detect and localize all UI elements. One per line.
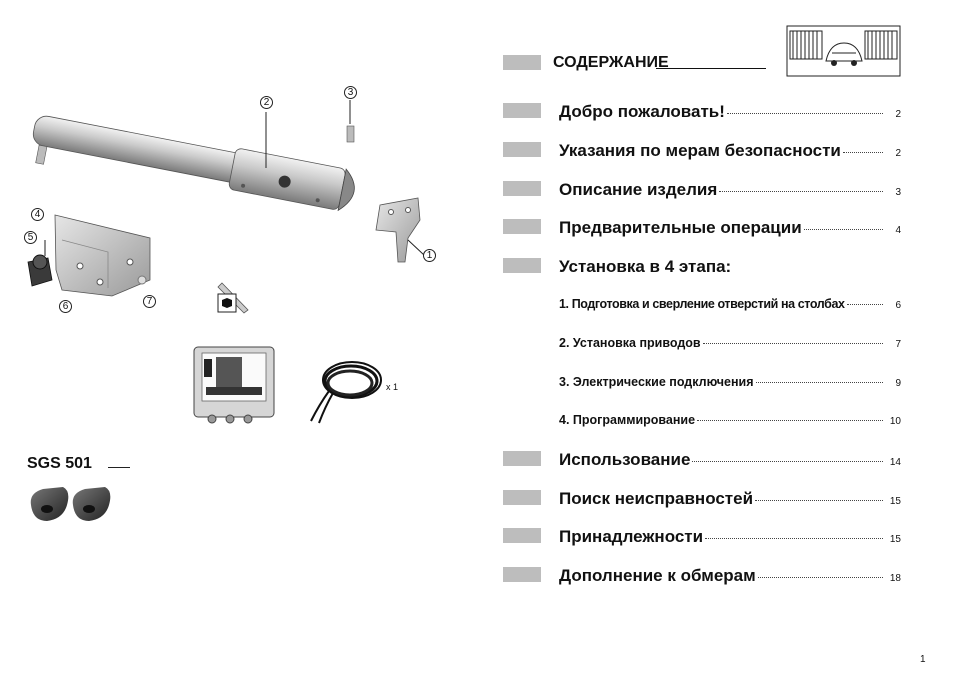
toc-entry-step-3[interactable] [559,375,901,389]
toc-leader [804,229,883,230]
toc-entry-accessories[interactable] [559,527,901,547]
toc-leader [843,152,883,153]
page-number: 1 [920,654,926,665]
toc-entry-description[interactable] [559,180,901,200]
toc-bar-13 [503,567,541,582]
callout-3: 3 [344,86,357,99]
product-name-underline [108,467,130,468]
toc-leader [697,420,883,421]
toc-entry-troubleshooting[interactable] [559,489,901,509]
toc-page: 4 [895,225,901,236]
toc-page: 15 [889,496,901,507]
parts-illustration [0,0,470,540]
toc-leader [705,538,883,539]
toc-page: 18 [889,573,901,584]
gate-car-illustration [786,25,901,77]
toc-entry-safety[interactable] [559,141,901,161]
callout-2: 2 [260,96,273,109]
toc-leader [756,382,883,383]
toc-entry-title: Поиск неисправностей [559,489,754,508]
toc-entry-usage[interactable] [559,450,901,470]
toc-page: 15 [889,534,901,545]
toc-page: 7 [895,339,901,350]
toc-entry-title: Использование [559,450,691,469]
toc-bar-5 [503,258,541,273]
contents-title: СОДЕРЖАНИЕ [553,54,669,71]
toc-leader [758,577,883,578]
toc-entry-title: Предварительные операции [559,218,802,237]
toc-entry-preliminary[interactable] [559,218,901,238]
toc-entry-title: Добро пожаловать! [559,102,725,121]
toc-leader [692,461,883,462]
toc-bar-4 [503,219,541,234]
toc-entry-installation[interactable] [559,257,901,277]
cable-qty: x 1 [386,382,399,392]
remote-control-image [25,485,115,525]
toc-entry-title: Указания по мерам безопасности [559,141,841,160]
toc-entry-title: 1. Подготовка и сверление отверстий на столбах [559,297,845,311]
callout-1: 1 [423,249,436,262]
toc-entry-title: Описание изделия [559,180,718,199]
toc-bar-2 [503,142,541,157]
toc-bar-12 [503,528,541,543]
actuator-arm-image [0,0,470,330]
toc-entry-title: 3. Электрические подключения [559,375,754,389]
toc-entry-title: 4. Программирование [559,413,696,427]
toc-page: 9 [895,378,901,389]
contents-title-underline [656,68,766,69]
toc-entry-step-1[interactable] [559,297,901,311]
toc-leader [703,343,883,344]
contents-title-bar [503,55,541,70]
callout-4: 4 [31,208,44,221]
callout-5: 5 [24,231,37,244]
toc-page: 10 [889,416,901,427]
toc-leader [847,304,883,305]
toc-entry-step-2[interactable] [559,336,901,350]
callout-7: 7 [143,295,156,308]
toc-page: 6 [895,300,901,311]
toc-entry-title: Дополнение к обмерам [559,566,756,585]
toc-leader [727,113,883,114]
toc-entry-title: Установка в 4 этапа: [559,257,732,276]
toc-page: 2 [895,148,901,159]
toc-page: 14 [889,457,901,468]
toc-bar-11 [503,490,541,505]
toc-entry-appendix[interactable] [559,566,901,586]
control-box-image [190,343,280,425]
toc-page: 2 [895,109,901,120]
toc-entry-title: 2. Установка приводов [559,336,701,350]
toc-entry-welcome[interactable] [559,102,901,122]
toc-leader [755,500,883,501]
toc-page: 3 [895,187,901,198]
toc-leader [719,191,883,192]
cable-coil-image [305,355,385,425]
toc-entry-title: Принадлежности [559,527,704,546]
toc-bar-3 [503,181,541,196]
toc-bar-10 [503,451,541,466]
toc-entry-step-4[interactable] [559,413,901,427]
product-name: SGS 501 [27,455,92,472]
toc-bar-1 [503,103,541,118]
callout-6: 6 [59,300,72,313]
